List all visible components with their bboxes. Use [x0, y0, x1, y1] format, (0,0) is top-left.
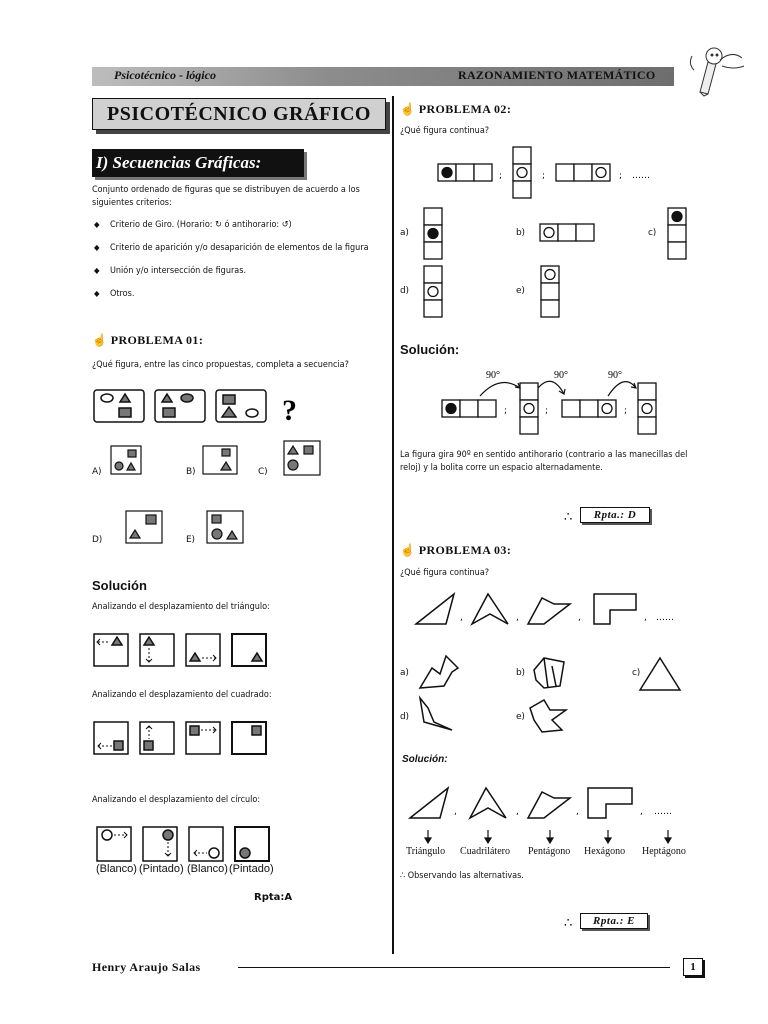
- p3-option-b-label: b): [516, 668, 525, 678]
- p3-option-d-label: d): [400, 712, 409, 722]
- page-title: PSICOTÉCNICO GRÁFICO: [92, 98, 386, 130]
- problem-1-question: ¿Qué figura, entre las cinco propuestas, completa a secuencia?: [92, 360, 349, 370]
- p3-option-d-figure: [416, 696, 456, 736]
- problem-2-heading: ☝ PROBLEMA 02:: [400, 102, 512, 116]
- svg-text:;: ;: [504, 406, 508, 416]
- problem-3-question: ¿Qué figura continua?: [400, 568, 490, 578]
- p3-option-a-figure: [418, 654, 460, 690]
- list-item: ◆ Criterio de Giro. (Horario: ↻ ó antihorario: ↺): [94, 220, 292, 230]
- p2-option-b-figure: [538, 222, 596, 244]
- header-left: Psicotécnico - lógico: [114, 68, 216, 82]
- problem-1-answer: Rpta:A: [254, 892, 293, 903]
- problem-3-answer: Rpta.: E: [580, 913, 648, 929]
- circle-displacement-sequence: [95, 825, 275, 863]
- hand-pointer-icon: ☝: [400, 543, 416, 557]
- problem-3-solution-heading: Solución:: [402, 754, 448, 765]
- svg-text:;: ;: [542, 171, 546, 181]
- option-e-figure: [206, 510, 244, 544]
- option-c-figure: [283, 440, 321, 476]
- p2-option-d-label: d): [400, 286, 409, 296]
- option-c-label: C): [258, 467, 268, 477]
- hand-pointer-icon: ☝: [400, 102, 416, 116]
- problem-2-answer: Rpta.: D: [580, 507, 650, 523]
- header-right: RAZONAMIENTO MATEMÁTICO: [458, 68, 656, 82]
- svg-text:90°: 90°: [608, 370, 622, 381]
- p3-option-c-label: c): [632, 668, 641, 678]
- problem-2-question: ¿Qué figura continua?: [400, 126, 490, 136]
- option-b-figure: [202, 445, 238, 475]
- svg-text:,: ,: [644, 613, 647, 623]
- problem-1-heading: ☝ PROBLEMA 01:: [92, 333, 204, 347]
- problem-3-heading: ☝ PROBLEMA 03:: [400, 543, 512, 557]
- p2-option-b-label: b): [516, 228, 525, 238]
- svg-text:;: ;: [624, 406, 628, 416]
- square-analysis-text: Analizando el desplazamiento del cuadrado:: [92, 690, 272, 700]
- p3-option-a-label: a): [400, 668, 409, 678]
- p3-option-c-figure: [638, 656, 682, 692]
- svg-text:,: ,: [576, 807, 579, 817]
- down-arrows: [404, 828, 694, 844]
- svg-text:,: ,: [516, 613, 519, 623]
- circle-analysis-text: Analizando el desplazamiento del círculo:: [92, 795, 261, 805]
- triangle-analysis-text: Analizando el desplazamiento del triángulo:: [92, 602, 270, 612]
- option-d-label: D): [92, 535, 103, 545]
- svg-text:……: ……: [632, 171, 650, 181]
- diamond-bullet-icon: ◆: [94, 220, 100, 229]
- problem-1-sequence: [92, 388, 312, 427]
- therefore-symbol: ∴: [564, 510, 573, 525]
- problem-2-solution-heading: Solución:: [400, 342, 460, 357]
- list-item: ◆ Otros.: [94, 289, 135, 299]
- section-intro: Conjunto ordenado de figuras que se distribuyen de acuerdo a los siguientes criterios:: [92, 185, 360, 208]
- svg-text:;: ;: [545, 406, 549, 416]
- svg-text:,: ,: [460, 613, 463, 623]
- p2-option-c-figure: [666, 206, 688, 262]
- problem-3-sequence: [412, 590, 692, 630]
- option-d-figure: [125, 510, 163, 544]
- therefore-symbol: ∴: [564, 916, 573, 931]
- square-displacement-sequence: [92, 720, 272, 756]
- question-mark: ?: [282, 394, 297, 427]
- svg-text:90°: 90°: [554, 370, 568, 381]
- column-divider: [392, 96, 394, 954]
- svg-text:;: ;: [499, 171, 503, 181]
- page-number: 1: [683, 958, 703, 976]
- option-b-label: B): [186, 467, 196, 477]
- option-e-label: E): [186, 535, 195, 545]
- criteria-list: [92, 220, 384, 312]
- polygon-name-labels: Triángulo Cuadrilátero Pentágono Hexágono Heptágono: [406, 846, 686, 857]
- list-item: ◆ Criterio de aparición y/o desaparición de elementos de la figura: [94, 243, 369, 253]
- p2-option-a-figure: [422, 206, 444, 262]
- p2-option-c-label: c): [648, 228, 657, 238]
- p2-option-a-label: a): [400, 228, 409, 238]
- svg-text:,: ,: [640, 807, 643, 817]
- svg-text:,: ,: [578, 613, 581, 623]
- section-heading: I) Secuencias Gráficas:: [92, 149, 304, 177]
- p3-option-e-label: e): [516, 712, 525, 722]
- footer-author: Henry Araujo Salas: [92, 960, 201, 974]
- svg-text:……: ……: [656, 613, 674, 623]
- diamond-bullet-icon: ◆: [94, 243, 100, 252]
- problem-1-solution-heading: Solución: [92, 578, 147, 593]
- option-a-label: A): [92, 467, 102, 477]
- option-a-figure: [110, 445, 142, 475]
- p2-option-e-figure: [539, 264, 561, 320]
- problem-2-explanation: La figura gira 90º en sentido antihorario (contrario a las manecillas del reloj) y la bolita corre un espacio alternadamente.: [400, 450, 688, 473]
- pencil-mascot-icon: [686, 44, 746, 96]
- diamond-bullet-icon: ◆: [94, 266, 100, 275]
- list-item: ◆ Unión y/o intersección de figuras.: [94, 266, 247, 276]
- triangle-displacement-sequence: [92, 632, 272, 668]
- problem-2-solution-sequence: [440, 366, 670, 438]
- svg-text:,: ,: [516, 807, 519, 817]
- p2-option-d-figure: [422, 264, 444, 320]
- svg-text:……: ……: [654, 807, 672, 817]
- p2-option-e-label: e): [516, 286, 525, 296]
- p3-option-e-figure: [526, 696, 572, 736]
- svg-text:90°: 90°: [486, 370, 500, 381]
- svg-text:;: ;: [619, 171, 623, 181]
- observe-alternatives-text: ∴ Observando las alternativas.: [400, 871, 524, 881]
- p3-option-b-figure: [530, 656, 566, 692]
- hand-pointer-icon: ☝: [92, 333, 108, 347]
- problem-3-solution-sequence: [404, 784, 694, 824]
- diamond-bullet-icon: ◆: [94, 289, 100, 298]
- problem-2-sequence: [436, 146, 676, 200]
- footer-rule: [238, 967, 670, 968]
- svg-text:,: ,: [454, 807, 457, 817]
